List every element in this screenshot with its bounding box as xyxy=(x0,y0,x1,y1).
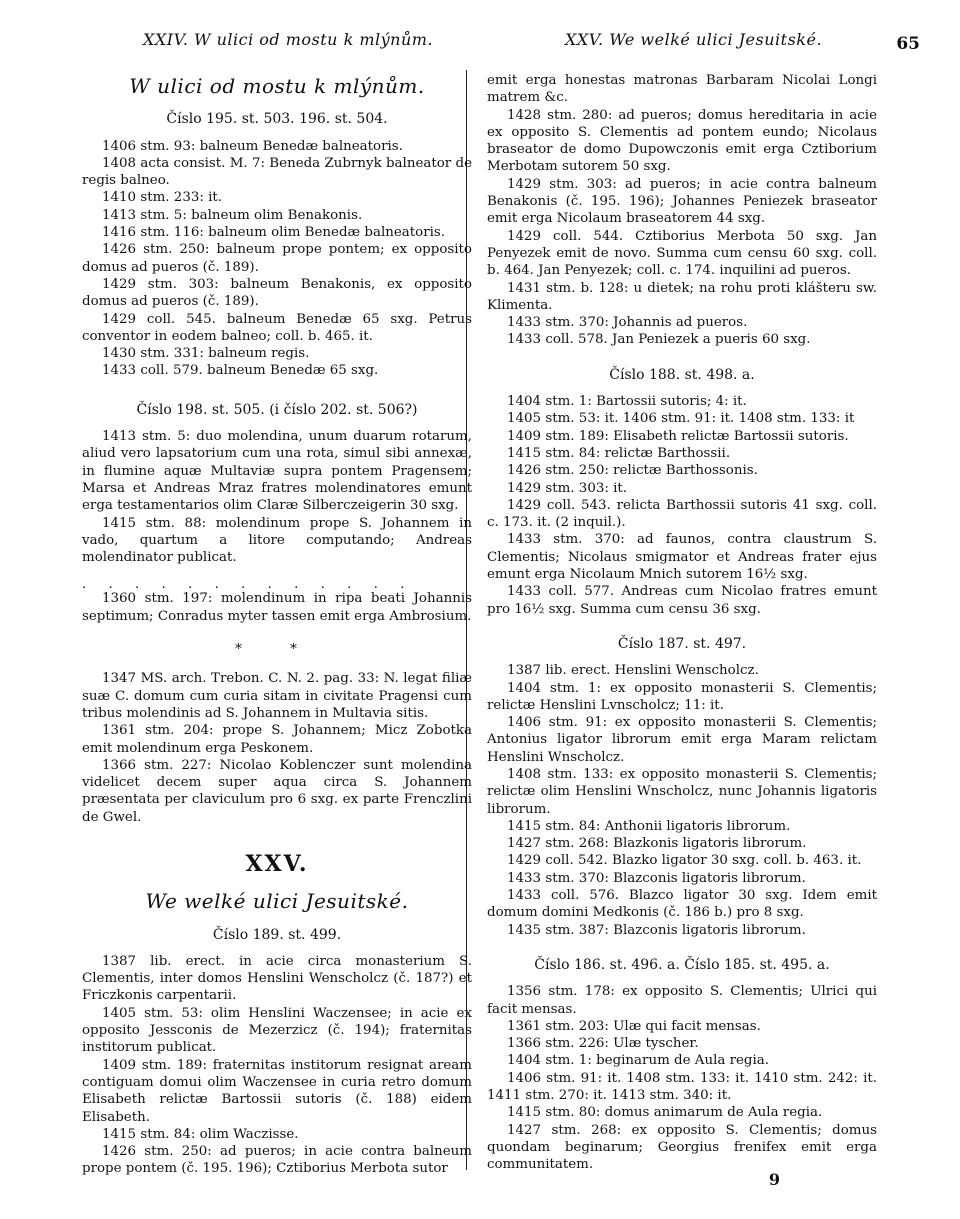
entry-paragraph: 1413 stm. 5: balneum olim Benakonis. xyxy=(102,207,363,223)
entry-paragraph: 1361 stm. 203: Ulæ qui facit mensas. xyxy=(507,1018,761,1034)
chapter-title: We welké ulici Jesuitské. xyxy=(145,889,409,914)
entry-paragraph: 1406 stm. 91: it. 1408 stm. 133: it. 1410 stm. 242: it. 1411 stm. 270: it. 1413 stm. 340: it. xyxy=(487,1070,877,1104)
entry-paragraph: 1433 stm. 370: ad faunos, contra claustrum S. Clementis; Nicolaus smigmator et Andreas frater ejus emunt erga Nicolaum Mnich sutorem 16½ sxg. xyxy=(487,532,877,583)
entry-paragraph: 1429 coll. 544. Cztiborius Merbota 50 sxg. Jan Penyezek emit de novo. Summa cum censu 60 sxg. coll. b. 464. Jan Penyezek; coll. c. 174. inquilini ad pueros. xyxy=(487,228,877,279)
entry-paragraph: 1409 stm. 189: fraternitas institorum resignat aream contiguam domui olim Waczensee in curia retro domum Elisabeth relictæ Bartossii sutoris (č. 188) eidem Elisabeth. xyxy=(82,1057,472,1125)
right-column xyxy=(487,72,877,1174)
asterism: * * xyxy=(235,642,319,658)
entry-paragraph: 1361 stm. 204: prope S. Johannem; Micz Zobotka emit molendinum erga Peskonem. xyxy=(82,723,472,756)
entry-paragraph: 1366 stm. 227: Nicolao Koblenczer sunt molendina videlicet decem super aqua circa S. Johannem præsentata per claviculum pro 6 sxg. ex parte Frenczlini de Gwel. xyxy=(82,757,472,825)
entry-paragraph: 1410 stm. 233: it. xyxy=(102,190,223,206)
entry-paragraph: 1429 stm. 303: it. xyxy=(507,480,628,496)
entry-paragraph: 1406 stm. 93: balneum Benedæ balneatoris. xyxy=(102,138,403,154)
entry-paragraph: 1415 stm. 84: relictæ Barthossii. xyxy=(507,445,731,461)
entry-paragraph: 1433 stm. 370: Blazconis ligatoris librorum. xyxy=(507,870,806,886)
entry-paragraph: 1433 coll. 579. balneum Benedæ 65 sxg. xyxy=(102,363,379,379)
entry-paragraph: 1433 coll. 577. Andreas cum Nicolao fratres emunt pro 16½ sxg. Summa cum censu 36 sxg. xyxy=(487,584,877,617)
entry-paragraph: 1409 stm. 189: Elisabeth relictæ Bartossii sutoris. xyxy=(507,428,849,444)
entry-heading: Číslo 186. st. 496. a. Číslo 185. st. 495. a. xyxy=(534,956,830,973)
entry-heading: Číslo 187. st. 497. xyxy=(617,635,747,652)
running-header-left: XXIV. W ulici od mostu k mlýnům. xyxy=(143,30,434,49)
chapter-number: XXV. xyxy=(245,850,309,877)
entry-paragraph: 1430 stm. 331: balneum regis. xyxy=(102,346,310,362)
entry-paragraph: emit erga honestas matronas Barbaram Nicolai Longi matrem &c. xyxy=(487,73,877,106)
entry-paragraph: 1405 stm. 53: olim Henslini Waczensee; in acie ex opposito Jessconis de Mezerzicz (č. 194); fraternitas institorum publicat. xyxy=(82,1005,472,1056)
section-title: W ulici od mostu k mlýnům. xyxy=(129,74,425,98)
entry-paragraph: 1387 lib. erect. Henslini Wenscholcz. xyxy=(507,663,759,679)
entry-paragraph: 1428 stm. 280: ad pueros; domus hereditaria in acie ex opposito S. Clementis ad pontem eundo; Nicolaus braseator de domo Dupowczonis emit erga Cztiborium Merbotam sutorem 50 sxg. xyxy=(487,107,877,175)
entry-paragraph: 1404 stm. 1: beginarum de Aula regia. xyxy=(507,1053,770,1069)
entry-paragraph: 1426 stm. 250: relictæ Barthossonis. xyxy=(507,463,758,479)
entry-paragraph: 1406 stm. 91: ex opposito monasterii S. Clementis; Antonius ligator librorum emit erga Maram relictam Henslini Wnscholcz. xyxy=(487,715,877,765)
running-header-right: XXV. We welké ulici Jesuitské. xyxy=(565,30,823,49)
entry-heading: Číslo 195. st. 503. 196. st. 504. xyxy=(166,111,388,128)
entry-heading: Číslo 188. st. 498. a. xyxy=(609,366,755,383)
signature-mark: 9 xyxy=(768,1170,780,1189)
entry-paragraph: 1426 stm. 250: balneum prope pontem; ex opposito domus ad pueros (č. 189). xyxy=(82,242,472,275)
entry-paragraph: 1405 stm. 53: it. 1406 stm. 91: it. 1408 stm. 133: it xyxy=(507,411,855,427)
entry-paragraph: 1429 coll. 545. balneum Benedæ 65 sxg. Petrus conventor in eodem balneo; coll. b. 465. it. xyxy=(82,311,472,344)
entry-paragraph: 1413 stm. 5: duo molendina, unum duarum rotarum, aliud vero lapsatorium cum una rota, simul sibi annexæ, in flumine aquæ Multaviæ supra pontem Pragensem; Marsa et Andreas Mraz fratres molendinatores emunt erga testamentarios olim Claræ Silberczeigerin 30 sxg. xyxy=(82,429,472,514)
entry-paragraph: 1415 stm. 80: domus animarum de Aula regia. xyxy=(507,1105,823,1121)
entry-paragraph: 1429 stm. 303: balneum Benakonis, ex opposito domus ad pueros (č. 189). xyxy=(82,276,472,310)
entry-paragraph: 1366 stm. 226: Ulæ tyscher. xyxy=(507,1036,699,1052)
entry-paragraph: 1427 stm. 268: ex opposito S. Clementis; domus quondam beginarum; Georgius frenifex emit erga communitatem. xyxy=(487,1122,877,1173)
entry-paragraph: 1408 stm. 133: ex opposito monasterii S. Clementis; relictæ olim Henslini Wnscholcz, nunc Johannis ligatoris librorum. xyxy=(487,766,877,817)
entry-paragraph: 1387 lib. erect. in acie circa monasterium S. Clementis, inter domos Henslini Wenscholcz (č. 187?) et Friczkonis carpentarii. xyxy=(82,953,472,1004)
entry-paragraph: 1415 stm. 84: Anthonii ligatoris librorum. xyxy=(507,818,791,834)
entry-paragraph: 1415 stm. 84: olim Waczisse. xyxy=(102,1126,299,1142)
entry-paragraph: 1433 coll. 576. Blazco ligator 30 sxg. Idem emit domum domini Medkonis (č. 186 b.) pro 8 sxg. xyxy=(487,888,877,921)
entry-paragraph: 1435 stm. 387: Blazconis ligatoris librorum. xyxy=(507,922,806,938)
ellipsis-dots: . . . . . . . . . . . . . xyxy=(82,577,414,593)
entry-paragraph: 1415 stm. 88: molendinum prope S. Johannem in vado, quartum a litore computando; Andreas molendinator publicat. xyxy=(82,515,472,566)
entry-paragraph: 1429 coll. 542. Blazko ligator 30 sxg. coll. b. 463. it. xyxy=(507,853,862,869)
entry-paragraph: 1416 stm. 116: balneum olim Benedæ balneatoris. xyxy=(102,225,446,241)
entry-paragraph: 1404 stm. 1: Bartossii sutoris; 4: it. xyxy=(507,394,747,410)
entry-paragraph: 1429 stm. 303: ad pueros; in acie contra balneum Benakonis (č. 195. 196); Johannes Peniezek braseator emit erga Nicolaum braseatorem 44 sxg. xyxy=(487,176,877,227)
entry-paragraph: 1427 stm. 268: Blazkonis ligatoris librorum. xyxy=(507,836,807,852)
left-column xyxy=(82,72,472,1178)
entry-paragraph: 1433 coll. 578. Jan Peniezek a pueris 60 sxg. xyxy=(507,332,811,348)
entry-paragraph: 1347 MS. arch. Trebon. C. N. 2. pag. 33: N. legat filiæ suæ C. domum cum curia sitam in civitate Pragensi cum tribus molendinis ad S. Johannem in Multavia sitis. xyxy=(82,671,472,721)
entry-paragraph: 1360 stm. 197: molendinum in ripa beati Johannis septimum; Conradus myter tassen emit erga Ambrosium. xyxy=(82,591,472,624)
entry-heading: Číslo 189. st. 499. xyxy=(212,926,342,943)
entry-paragraph: 1429 coll. 543. relicta Barthossii sutoris 41 sxg. coll. c. 173. it. (2 inquil.). xyxy=(487,497,877,531)
entry-paragraph: 1433 stm. 370: Johannis ad pueros. xyxy=(507,315,748,331)
page-number: 65 xyxy=(896,34,920,54)
entry-heading: Číslo 198. st. 505. (i číslo 202. st. 506?) xyxy=(136,401,418,418)
entry-paragraph: 1356 stm. 178: ex opposito S. Clementis; Ulrici qui facit mensas. xyxy=(487,984,877,1017)
entry-paragraph: 1426 stm. 250: ad pueros; in acie contra balneum prope pontem (č. 195. 196); Cztiborius Merbota sutor xyxy=(82,1144,472,1177)
entry-paragraph: 1404 stm. 1: ex opposito monasterii S. Clementis; relictæ Henslini Lvnscholcz; 11: it. xyxy=(487,680,877,713)
entry-paragraph: 1431 stm. b. 128: u dietek; na rohu proti klášteru sw. Klimenta. xyxy=(487,280,877,313)
entry-paragraph: 1408 acta consist. M. 7: Beneda Zubrnyk balneator de regis balneo. xyxy=(82,155,472,189)
